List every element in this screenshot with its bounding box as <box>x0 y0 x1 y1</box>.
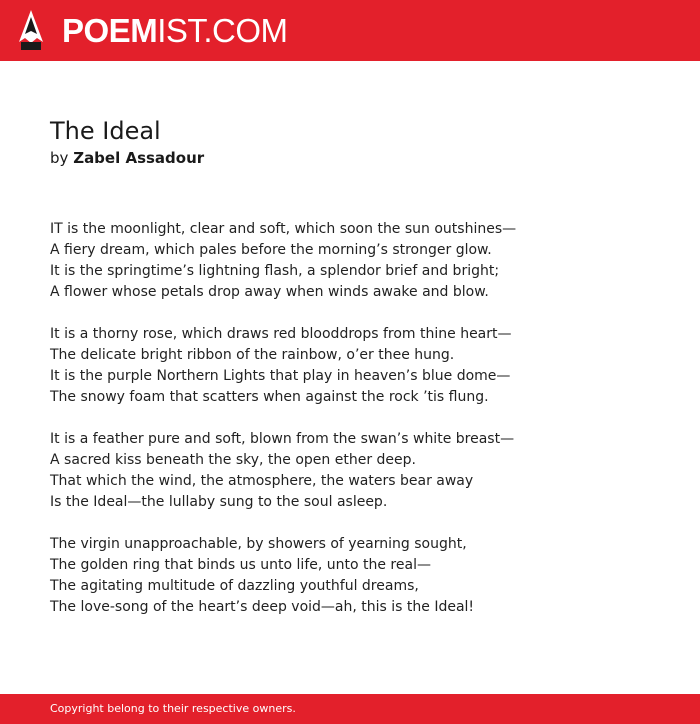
poem-line: The love-song of the heart’s deep void—ah, this is the Ideal! <box>50 599 475 615</box>
stanza <box>50 429 660 513</box>
poem-line: It is the springtime’s lightning flash, a splendor brief and bright; <box>50 263 500 279</box>
poem-line: The agitating multitude of dazzling youthful dreams, <box>50 578 419 594</box>
pencil-tip-icon[interactable] <box>18 9 44 51</box>
poem-line: IT is the moonlight, clear and soft, which soon the sun outshines— <box>50 221 517 237</box>
site-logo[interactable] <box>62 12 288 50</box>
stanza <box>50 219 660 303</box>
stanza <box>50 534 660 618</box>
site-header <box>0 0 700 61</box>
poem-line: The golden ring that binds us unto life, unto the real— <box>50 557 431 573</box>
poem-line: The snowy foam that scatters when against the rock ’tis flung. <box>50 389 489 405</box>
poem-line: A flower whose petals drop away when winds awake and blow. <box>50 284 489 300</box>
poem-line: That which the wind, the atmosphere, the waters bear away <box>50 473 474 489</box>
poem-line: A sacred kiss beneath the sky, the open ether deep. <box>50 452 416 468</box>
poem-line: It is the purple Northern Lights that play in heaven’s blue dome— <box>50 368 511 384</box>
copyright-text: Copyright belong to their respective owners. <box>50 702 296 715</box>
by-label: by <box>50 149 69 167</box>
poem-line: The virgin unapproachable, by showers of yearning sought, <box>50 536 467 552</box>
poem-line: The delicate bright ribbon of the rainbow, o’er thee hung. <box>50 347 455 363</box>
poem-line: Is the Ideal—the lullaby sung to the soul asleep. <box>50 494 388 510</box>
author-name: Zabel Assadour <box>73 149 205 167</box>
poem-body <box>50 219 660 639</box>
poem-line: It is a thorny rose, which draws red blooddrops from thine heart— <box>50 326 512 342</box>
poem-line: A fiery dream, which pales before the morning’s stronger glow. <box>50 242 492 258</box>
stanza <box>50 324 660 408</box>
byline <box>50 148 204 168</box>
brand-bold: POEM <box>62 12 158 49</box>
poem-line: It is a feather pure and soft, blown from the swan’s white breast— <box>50 431 515 447</box>
brand-light: IST.COM <box>157 12 288 49</box>
site-footer <box>0 694 700 724</box>
poem-title: The Ideal <box>50 117 161 145</box>
